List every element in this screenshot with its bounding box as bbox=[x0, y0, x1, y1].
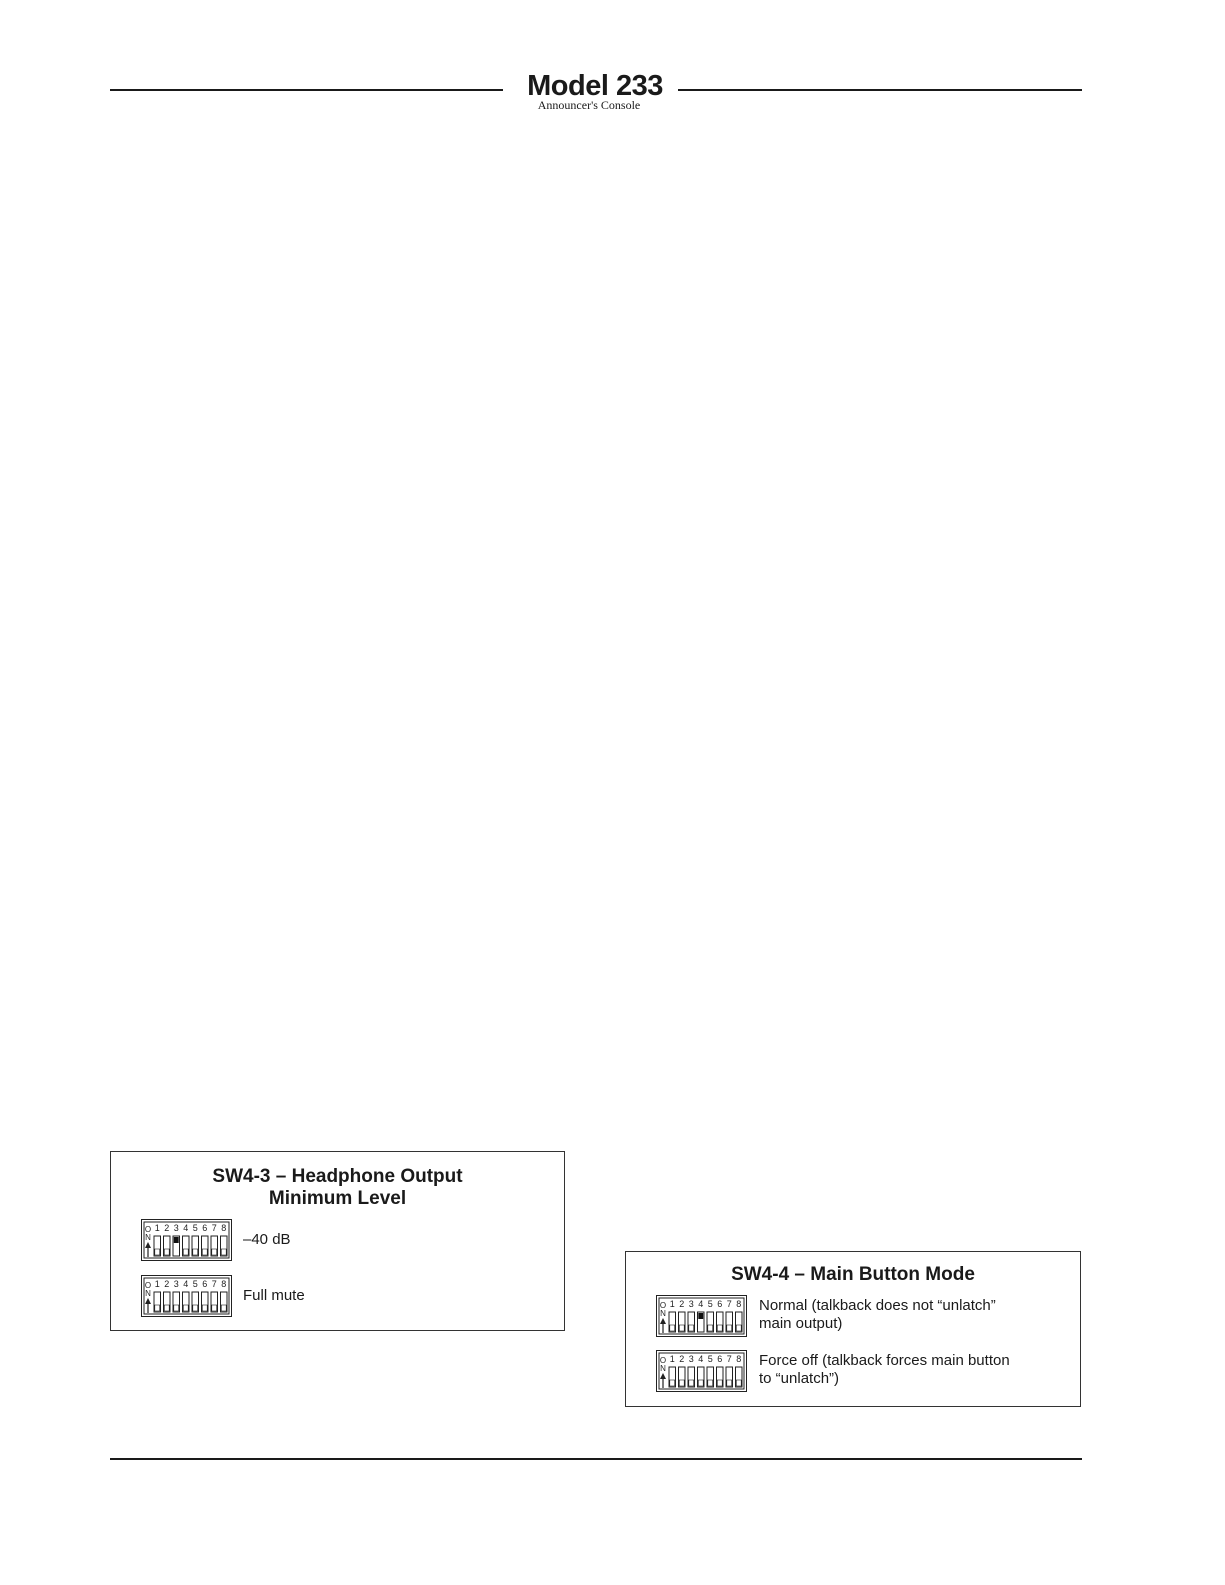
dip-switch-number: 3 bbox=[173, 1279, 179, 1289]
dip-switch-toggle bbox=[727, 1325, 732, 1331]
dip-on-label-char: N bbox=[145, 1289, 151, 1298]
option-label bbox=[759, 1297, 996, 1333]
dip-switch-number: 7 bbox=[211, 1223, 217, 1233]
dip-on-label-char: N bbox=[660, 1309, 666, 1318]
option-label-line2: to “unlatch”) bbox=[759, 1370, 840, 1387]
option-label bbox=[243, 1231, 291, 1249]
dip-switch-number: 7 bbox=[211, 1279, 217, 1289]
dip-on-label-char: O bbox=[659, 1356, 667, 1365]
option-full-mute bbox=[141, 1275, 305, 1317]
option-label-line2: main output) bbox=[759, 1315, 843, 1332]
dip-switch-toggle bbox=[717, 1380, 722, 1386]
dip-switch-number: 4 bbox=[698, 1354, 704, 1364]
dip-switch-toggle bbox=[221, 1305, 226, 1311]
option-label-line1: Full mute bbox=[243, 1287, 305, 1304]
option-minus-40db bbox=[141, 1219, 291, 1261]
dip-switch-number: 6 bbox=[717, 1354, 723, 1364]
option-label-line1: –40 dB bbox=[243, 1231, 291, 1248]
dip-switch-number: 5 bbox=[192, 1223, 198, 1233]
dip-switch-toggle bbox=[689, 1325, 694, 1331]
dip-switch-toggle bbox=[736, 1325, 741, 1331]
brand-logo bbox=[515, 70, 675, 111]
dip-switch-svg bbox=[656, 1295, 747, 1337]
dip-switch-number: 4 bbox=[183, 1223, 189, 1233]
panel-title-line1: SW4-3 – Headphone Output bbox=[212, 1166, 463, 1187]
dip-switch-toggle bbox=[736, 1380, 741, 1386]
dip-on-label-char: N bbox=[145, 1233, 151, 1242]
option-force-off bbox=[656, 1350, 1010, 1392]
dip-switch-number: 2 bbox=[164, 1223, 170, 1233]
dip-switch-number: 8 bbox=[221, 1223, 227, 1233]
dip-switch-toggle bbox=[174, 1237, 179, 1243]
sw4-4-settings-box bbox=[625, 1251, 1081, 1407]
dip-switch-toggle bbox=[708, 1380, 713, 1386]
dip-switch-toggle bbox=[183, 1249, 188, 1255]
dip-switch-number: 4 bbox=[183, 1279, 189, 1289]
dip-switch-toggle bbox=[193, 1305, 198, 1311]
option-normal bbox=[656, 1295, 996, 1337]
dip-switch-number: 8 bbox=[736, 1299, 742, 1309]
dip-switch-number: 2 bbox=[164, 1279, 170, 1289]
dip-switch-diagram bbox=[141, 1275, 232, 1317]
panel-title bbox=[626, 1264, 1080, 1286]
dip-switch-toggle bbox=[698, 1380, 703, 1386]
dip-switch-number: 7 bbox=[726, 1299, 732, 1309]
dip-switch-toggle bbox=[164, 1249, 169, 1255]
dip-switch-number: 1 bbox=[669, 1354, 675, 1364]
dip-switch-number: 2 bbox=[679, 1299, 685, 1309]
dip-switch-toggle bbox=[193, 1249, 198, 1255]
footer-rule bbox=[110, 1458, 1082, 1460]
option-label-line1: Normal (talkback does not “unlatch” bbox=[759, 1297, 996, 1314]
dip-switch-toggle bbox=[183, 1305, 188, 1311]
dip-switch-toggle bbox=[679, 1380, 684, 1386]
dip-switch-number: 6 bbox=[717, 1299, 723, 1309]
dip-switch-number: 3 bbox=[173, 1223, 179, 1233]
dip-switch-toggle bbox=[698, 1313, 703, 1319]
option-label bbox=[759, 1352, 1010, 1388]
dip-switch-number: 8 bbox=[221, 1279, 227, 1289]
dip-switch-svg bbox=[656, 1350, 747, 1392]
option-label-line1: Force off (talkback forces main button bbox=[759, 1352, 1010, 1369]
dip-switch-number: 7 bbox=[726, 1354, 732, 1364]
dip-switch-number: 2 bbox=[679, 1354, 685, 1364]
dip-switch-toggle bbox=[708, 1325, 713, 1331]
dip-switch-diagram bbox=[656, 1350, 747, 1392]
sw4-3-settings-box bbox=[110, 1151, 565, 1331]
dip-switch-svg bbox=[141, 1275, 232, 1317]
dip-switch-toggle bbox=[174, 1305, 179, 1311]
dip-switch-toggle bbox=[670, 1325, 675, 1331]
dip-switch-toggle bbox=[155, 1249, 160, 1255]
dip-switch-number: 6 bbox=[202, 1223, 208, 1233]
dip-switch-toggle bbox=[155, 1305, 160, 1311]
dip-on-label-char: O bbox=[144, 1225, 152, 1234]
dip-switch-toggle bbox=[717, 1325, 722, 1331]
dip-switch-number: 6 bbox=[202, 1279, 208, 1289]
dip-switch-number: 8 bbox=[736, 1354, 742, 1364]
dip-switch-toggle bbox=[212, 1249, 217, 1255]
dip-switch-toggle bbox=[670, 1380, 675, 1386]
brand-title: Model 233 bbox=[527, 70, 663, 102]
dip-switch-number: 3 bbox=[688, 1354, 694, 1364]
dip-switch-number: 1 bbox=[669, 1299, 675, 1309]
dip-on-label-char: O bbox=[144, 1281, 152, 1290]
dip-switch-diagram bbox=[141, 1219, 232, 1261]
dip-switch-toggle bbox=[164, 1305, 169, 1311]
option-label bbox=[243, 1287, 305, 1305]
dip-switch-toggle bbox=[689, 1380, 694, 1386]
dip-on-label-char: O bbox=[659, 1301, 667, 1310]
dip-switch-number: 5 bbox=[192, 1279, 198, 1289]
panel-title-line2: Minimum Level bbox=[268, 1188, 407, 1209]
header-rule-left bbox=[110, 89, 503, 91]
dip-switch-number: 5 bbox=[707, 1299, 713, 1309]
dip-switch-number: 5 bbox=[707, 1354, 713, 1364]
dip-switch-toggle bbox=[679, 1325, 684, 1331]
dip-switch-toggle bbox=[221, 1249, 226, 1255]
panel-title bbox=[111, 1166, 564, 1210]
dip-switch-toggle bbox=[202, 1249, 207, 1255]
dip-switch-diagram bbox=[656, 1295, 747, 1337]
brand-subtitle: Announcer's Console bbox=[537, 98, 641, 112]
dip-switch-toggle bbox=[202, 1305, 207, 1311]
dip-switch-toggle bbox=[727, 1380, 732, 1386]
dip-switch-number: 1 bbox=[154, 1279, 160, 1289]
dip-switch-number: 1 bbox=[154, 1223, 160, 1233]
dip-on-label-char: N bbox=[660, 1364, 666, 1373]
dip-switch-toggle bbox=[212, 1305, 217, 1311]
header-rule-right bbox=[678, 89, 1082, 91]
dip-switch-number: 3 bbox=[688, 1299, 694, 1309]
dip-switch-number: 4 bbox=[698, 1299, 704, 1309]
panel-title-line1: SW4-4 – Main Button Mode bbox=[731, 1264, 975, 1285]
dip-switch-svg bbox=[141, 1219, 232, 1261]
